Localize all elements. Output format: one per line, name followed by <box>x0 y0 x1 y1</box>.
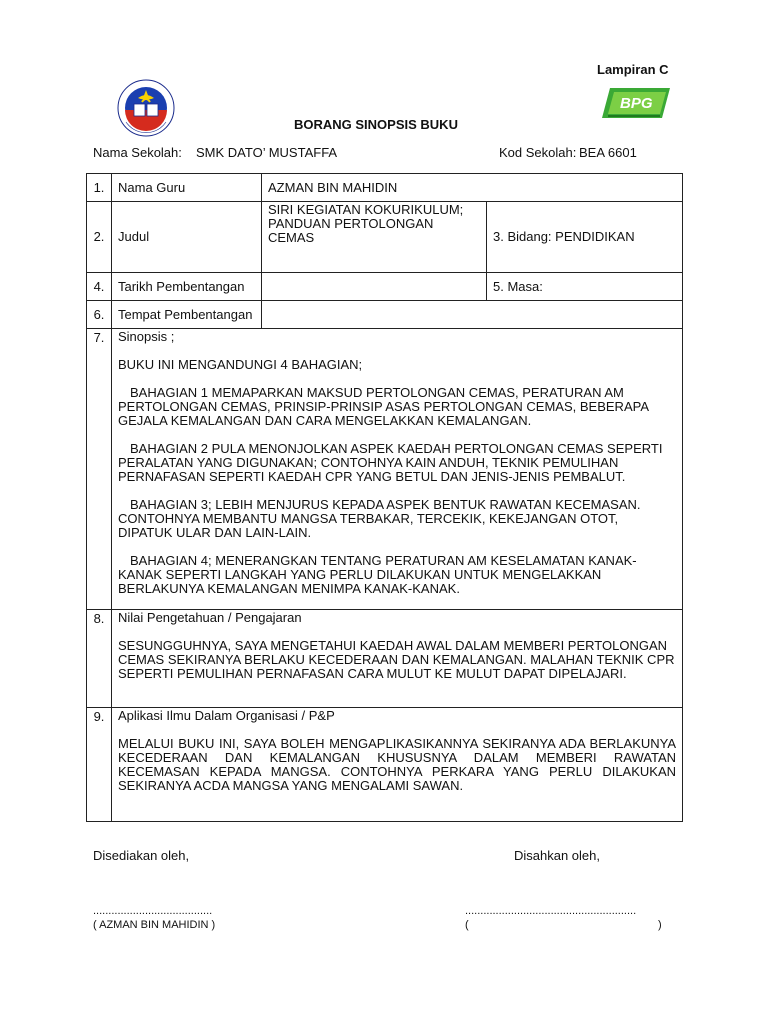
form-title: BORANG SINOPSIS BUKU <box>294 117 458 132</box>
row-synopsis <box>87 329 683 610</box>
annex-label: Lampiran C <box>597 62 669 77</box>
row-label: Tempat Pembentangan <box>112 301 262 329</box>
row-number: 2. <box>87 202 112 273</box>
row-label: Judul <box>112 202 262 273</box>
title-line: PANDUAN PERTOLONGAN <box>268 216 434 231</box>
synopsis-line: KANAK SEPERTI LANGKAH YANG PERLU DILAKUKAN UNTUK MENGELAKKAN <box>118 567 602 582</box>
section-label: Aplikasi Ilmu Dalam Organisasi / P&P <box>118 708 335 723</box>
row-number: 8. <box>87 610 112 708</box>
row-label: Tarikh Pembentangan <box>112 273 262 301</box>
school-name-label: Nama Sekolah: <box>93 145 182 160</box>
bpg-logo-text: BPG <box>620 95 653 112</box>
school-code-label: Kod Sekolah: <box>499 145 577 160</box>
knowledge-line: CEMAS SEKIRANYA BERLAKU KECEDERAAN DAN KEMALANGAN. MALAHAN TEKNIK CPR <box>118 652 675 667</box>
row-presentation-date <box>87 273 683 301</box>
school-name-value: SMK DATO’ MUSTAFFA <box>196 145 338 160</box>
synopsis-line: PERTOLONGAN CEMAS, PRINSIP-PRINSIP ASAS PERTOLONGAN CEMAS, BEBERAPA <box>118 399 649 414</box>
knowledge-line: SEPERTI PEMULIHAN PERNAFASAN CARA MULUT KE MULUT DAPAT DIPELAJARI. <box>118 666 627 681</box>
row-teacher-name <box>87 174 683 202</box>
synopsis-line: BAHAGIAN 1 MEMAPARKAN MAKSUD PERTOLONGAN CEMAS, PERATURAN AM <box>130 385 624 400</box>
prepared-by-name: ( AZMAN BIN MAHIDIN ) <box>93 919 216 931</box>
title-value <box>262 202 487 273</box>
application-cell <box>112 708 683 822</box>
knowledge-cell <box>112 610 683 708</box>
bpg-logo-icon <box>602 86 670 120</box>
synopsis-line: DIPATUK ULAR DAN LAIN-LAIN. <box>118 525 312 540</box>
presentation-place-value <box>262 301 683 329</box>
time-label: 5. Masa: <box>487 273 683 301</box>
presentation-date-value <box>262 273 487 301</box>
approved-by-label: Disahkan oleh, <box>514 848 600 863</box>
section-label: Sinopsis ; <box>118 329 175 344</box>
row-application <box>87 708 683 822</box>
kpm-crest-icon <box>116 78 176 138</box>
synopsis-line: GEJALA KEMALANGAN DAN CARA MENGELAKKAN KEMALANGAN. <box>118 413 532 428</box>
row-number: 7. <box>87 329 112 610</box>
synopsis-intro: BUKU INI MENGANDUNGI 4 BAHAGIAN; <box>118 357 363 372</box>
synopsis-line: CONTOHNYA MEMBANTU MANGSA TERBAKAR, TERCEKIK, KEKEJANGAN OTOT, <box>118 511 619 526</box>
prepared-by-label: Disediakan oleh, <box>93 848 190 863</box>
row-presentation-place <box>87 301 683 329</box>
row-label: Nama Guru <box>112 174 262 202</box>
row-knowledge-value <box>87 610 683 708</box>
row-number: 1. <box>87 174 112 202</box>
row-number: 9. <box>87 708 112 822</box>
synopsis-line: PERNAFASAN SEPERTI KAEDAH CPR YANG BETUL DAN JENIS-JENIS PEMBALUT. <box>118 469 626 484</box>
school-code-value: BEA 6601 <box>579 145 637 160</box>
knowledge-line: SESUNGGUHNYA, SAYA MENGETAHUI KAEDAH AWAL DALAM MEMBERI PERTOLONGAN <box>118 638 668 653</box>
row-number: 6. <box>87 301 112 329</box>
section-label: Nilai Pengetahuan / Pengajaran <box>118 610 302 625</box>
row-title <box>87 202 683 273</box>
prepared-signature-line: ....................................... <box>93 905 213 917</box>
approved-by-close-paren: ) <box>658 919 662 931</box>
title-line: SIRI KEGIATAN KOKURIKULUM; <box>268 202 464 217</box>
synopsis-line: BAHAGIAN 3; LEBIH MENJURUS KEPADA ASPEK BENTUK RAWATAN KECEMASAN. <box>130 497 641 512</box>
approved-signature-line: ........................................................ <box>465 905 637 917</box>
synopsis-line: BERLAKUNYA KEMALANGAN MENIMPA KANAK-KANAK. <box>118 581 460 596</box>
synopsis-cell <box>112 329 683 610</box>
title-line: CEMAS <box>268 230 315 245</box>
synopsis-line: BAHAGIAN 2 PULA MENONJOLKAN ASPEK KAEDAH PERTOLONGAN CEMAS SEPERTI <box>130 441 663 456</box>
row-number: 4. <box>87 273 112 301</box>
teacher-name-value: AZMAN BIN MAHIDIN <box>262 174 683 202</box>
synopsis-line: PERALATAN YANG DIGUNAKAN; CONTOHNYA KAIN ANDUH, TEKNIK PEMULIHAN <box>118 455 619 470</box>
field-value: 3. Bidang: PENDIDIKAN <box>487 202 683 273</box>
synopsis-table <box>86 173 683 822</box>
approved-by-open-paren: ( <box>465 919 469 931</box>
synopsis-line: BAHAGIAN 4; MENERANGKAN TENTANG PERATURAN AM KESELAMATAN KANAK- <box>130 553 637 568</box>
application-body: MELALUI BUKU INI, SAYA BOLEH MENGAPLIKASIKANNYA SEKIRANYA ADA BERLAKUNYA KECEDERAAN DAN KEMALANGAN KHUSUSNYA DALAM MEMBERI RAWATAN KECEMASAN KEPADA MANGSA. CONTOHNYA PERKARA YANG PERLU DILAKUKAN SEKIRANYA ACDA MANGSA YANG MENGALAMI SAWAN. <box>118 736 677 793</box>
